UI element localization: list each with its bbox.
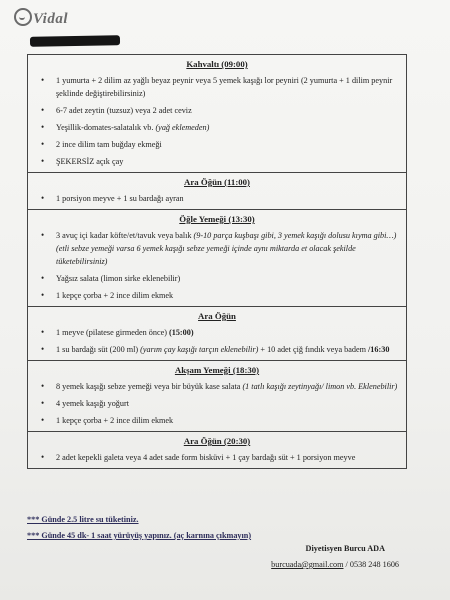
list-item: • 1 kepçe çorba + 2 ince dilim ekmek: [56, 289, 400, 302]
redacted-name-bar: [30, 35, 120, 47]
section-title: Ara Öğün: [198, 311, 236, 321]
list-item: [56, 229, 400, 268]
item-list: [34, 229, 400, 302]
footer: [27, 515, 407, 569]
item-list: [34, 380, 400, 427]
contact-line: [27, 560, 407, 569]
item-list: [34, 74, 400, 168]
section-title: Ara Öğün (20:30): [183, 436, 251, 446]
item-text: + 10 adet çiğ fındık veya badem: [258, 345, 369, 354]
list-item: • 1 kepçe çorba + 2 ince dilim ekmek: [56, 414, 400, 427]
item-note: (9-10 parça kuşbaşı gibi, 3 yemek kaşığı dolusu kıyma gibi…)(etli sebze yemeği varsa 6 yemek kaşığı sebze yemeği içinde aynı miktarda et olacak şekilde tüketebilirsiniz): [56, 231, 397, 266]
section-ara-ogun-1: [28, 173, 406, 210]
item-text: 1 meyve (pilatese girmeden önce): [56, 328, 169, 337]
list-item: • 1 porsiyon meyve + 1 su bardağı ayran: [56, 192, 400, 205]
section-ara-ogun-3: [28, 432, 406, 468]
logo-text: Vidal: [33, 11, 69, 27]
list-item: • 1 yumurta + 2 dilim az yağlı beyaz peynir veya 5 yemek kaşığı lor peyniri (2 yumurta + 1 dilim peynir şeklinde değiştirebilirsiniz): [56, 74, 400, 100]
dietitian-signature: Diyetisyen Burcu ADA: [305, 544, 385, 553]
item-text: 1 su bardağı süt (200 ml): [56, 345, 141, 354]
vidal-logo: [14, 8, 68, 28]
item-time: (15:00): [169, 328, 194, 337]
item-text: 3 avuç içi kadar köfte/et/tavuk veya balık: [56, 231, 194, 240]
list-item: [56, 380, 400, 393]
list-item: • 4 yemek kaşığı yoğurt: [56, 397, 400, 410]
list-item: • 2 ince dilim tam buğday ekmeği: [56, 138, 400, 151]
logo-icon: [14, 8, 32, 26]
section-kahvalti: [28, 55, 406, 173]
list-item: [56, 326, 400, 339]
item-text: Yeşillik-domates-salatalık vb.: [56, 123, 156, 132]
phone-number: 0538 248 1606: [349, 560, 399, 569]
item-list: [34, 192, 400, 205]
contact-separator: /: [343, 560, 350, 569]
section-title: Öğle Yemeği (13:30): [179, 214, 255, 224]
diet-plan-table: [27, 54, 407, 469]
list-item: • ŞEKERSİZ açık çay: [56, 155, 400, 168]
item-time: /16:30: [368, 345, 390, 354]
list-item: [56, 121, 400, 134]
list-item: • 2 adet kepekli galeta veya 4 adet sade form bisküvi + 1 çay bardağı süt + 1 porsiyon meyve: [56, 451, 400, 464]
item-text: 8 yemek kaşığı sebze yemeği veya bir büyük kase salata: [56, 382, 243, 391]
section-aksam-yemegi: [28, 361, 406, 432]
section-ogle-yemegi: [28, 210, 406, 307]
section-title: Kahvaltı (09:00): [186, 59, 248, 69]
list-item: [56, 343, 400, 356]
item-note: (1 tatlı kaşığı zeytinyağı/ limon vb. Eklenebilir): [242, 382, 398, 391]
item-list: [34, 326, 400, 356]
section-ara-ogun-2: [28, 307, 406, 361]
section-title: Ara Öğün (11:00): [184, 177, 250, 187]
item-note: (yarım çay kaşığı tarçın eklenebilir): [140, 345, 259, 354]
list-item: • 6-7 adet zeytin (tuzsuz) veya 2 adet ceviz: [56, 104, 400, 117]
list-item: • Yağsız salata (limon sirke eklenebilir): [56, 272, 400, 285]
water-note: *** Günde 2.5 litre su tüketiniz.: [27, 515, 139, 524]
email-link[interactable]: burcuada@gmail.com: [271, 560, 344, 569]
walk-note: *** Günde 45 dk- 1 saat yürüyüş yapınız. (aç karnına çıkmayın): [27, 531, 252, 540]
section-title: Akşam Yemeği (18:30): [174, 365, 260, 375]
item-list: [34, 451, 400, 464]
item-note: (yağ eklemeden): [155, 123, 210, 132]
